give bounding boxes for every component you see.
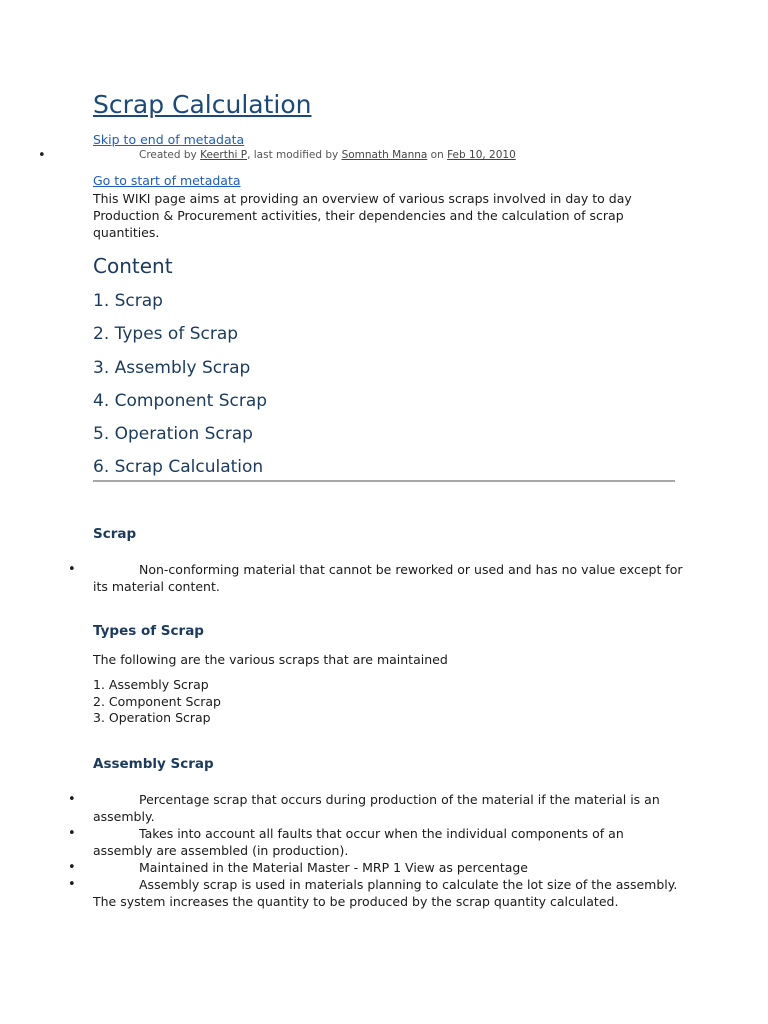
list-item <box>68 876 683 910</box>
page-title: Scrap Calculation <box>93 90 312 119</box>
created-by-label: Created by <box>139 149 201 161</box>
skip-to-end-link[interactable]: Skip to end of metadata <box>93 132 245 147</box>
types-intro: The following are the various scraps that are maintained <box>93 652 448 667</box>
toc-item: 5. Operation Scrap <box>93 424 253 445</box>
list-item-text: Takes into account all faults that occur when the individual components of an assembly are assembled (in production). <box>93 826 624 858</box>
date-link[interactable]: Feb 10, 2010 <box>447 149 516 161</box>
toc-item: 4. Component Scrap <box>93 390 268 411</box>
list-item-text: Assembly scrap is used in materials planning to calculate the lot size of the assembly. The system increases the quantity to be produced by the scrap quantity calculated. <box>93 877 678 909</box>
list-item <box>68 825 683 859</box>
list-item: 3. Operation Scrap <box>93 710 211 725</box>
list-item: 2. Component Scrap <box>93 693 221 709</box>
intro-paragraph: This WIKI page aims at providing an overview of various scraps involved in day to day Production & Procurement activities, their dependencies and the calculation of scrap quantities. <box>93 191 632 240</box>
on-label: on <box>427 149 448 161</box>
bullet-icon: • <box>68 860 76 875</box>
metadata-text <box>139 149 516 161</box>
list-item <box>68 859 683 876</box>
creator-link[interactable]: Keerthi P <box>200 149 248 161</box>
modified-by-label: , last modified by <box>247 149 342 161</box>
bullet-icon: • <box>68 877 76 892</box>
types-heading: Types of Scrap <box>93 623 204 639</box>
scrap-heading: Scrap <box>93 526 137 542</box>
toc-item: 2. Types of Scrap <box>93 324 239 345</box>
bullet-icon: • <box>68 562 76 577</box>
list-item-text: Percentage scrap that occurs during production of the material if the material is an assembly. <box>93 792 660 824</box>
toc-item: 1. Scrap <box>93 291 163 311</box>
list-item <box>68 791 683 825</box>
bullet-icon: • <box>68 792 76 807</box>
bullet-icon: • <box>68 826 76 841</box>
modifier-link[interactable]: Somnath Manna <box>341 149 428 161</box>
divider <box>93 480 675 482</box>
go-to-start-link[interactable]: Go to start of metadata <box>93 173 241 188</box>
list-item: 1. Assembly Scrap <box>93 677 209 692</box>
toc-item: 3. Assembly Scrap <box>93 357 251 378</box>
bullet-icon: • <box>38 148 46 163</box>
assembly-heading: Assembly Scrap <box>93 756 214 772</box>
toc-item: 6. Scrap Calculation <box>93 457 264 478</box>
types-list <box>93 677 221 727</box>
table-of-contents <box>93 289 267 489</box>
list-item-text: Maintained in the Material Master - MRP 1 View as percentage <box>139 860 529 875</box>
list-item-text: Non-conforming material that cannot be reworked or used and has no value except for its material content. <box>93 562 683 594</box>
content-heading: Content <box>93 254 173 278</box>
list-item <box>68 561 683 595</box>
